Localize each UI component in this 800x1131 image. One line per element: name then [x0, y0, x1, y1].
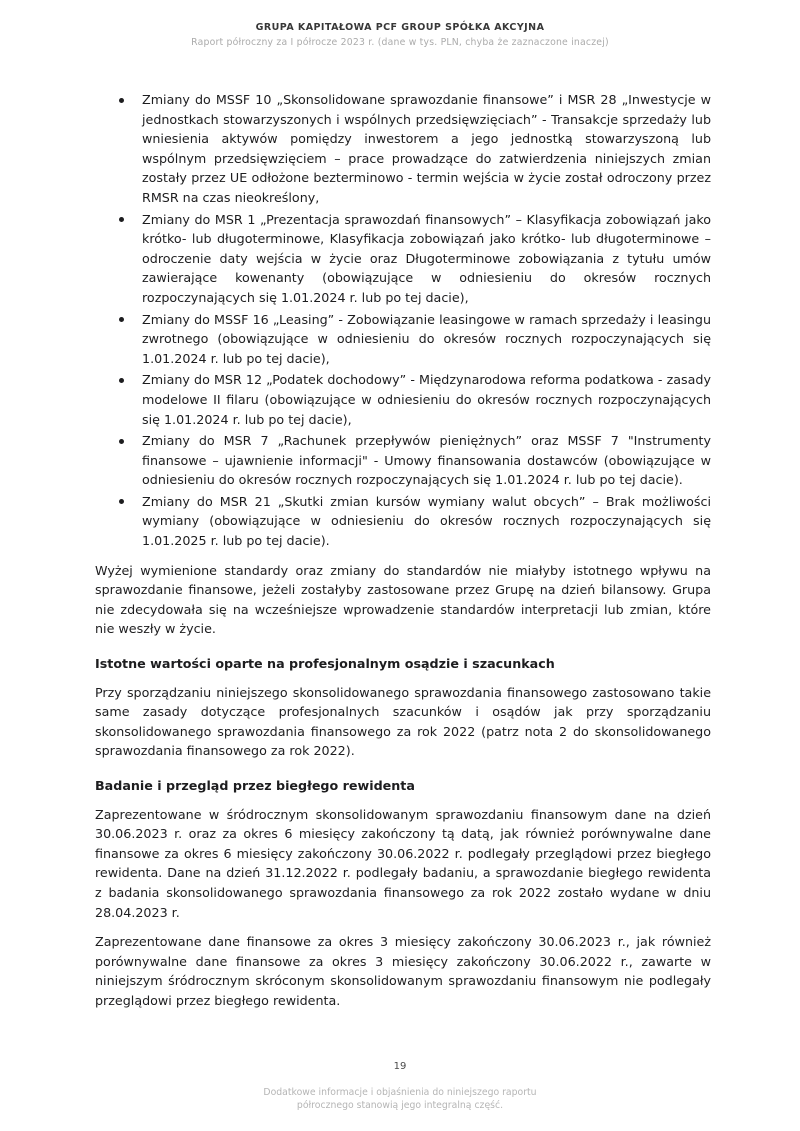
list-item-text: Zmiany do MSSF 10 „Skonsolidowane sprawozdanie finansowe” i MSR 28 „Inwestycje w jednostkach stowarzyszonych i wspólnych przedsięwzięciach” - Transakcje sprzedaży lub wniesienia aktywów pomiędzy inwestorem a jego jednostką stowarzyszoną lub wspólnym przedsięwzięciem – prace prowadzące do zatwierdzenia niniejszych zmian zostały przez UE odłożone bezterminowo - termin wejścia w życie został odroczony przez RMSR na czas nieokreślony, — [142, 92, 711, 205]
paragraph-estimates: Przy sporządzaniu niniejszego skonsolidowanego sprawozdania finansowego zastosowano takie same zasady dotyczące profesjonalnych szacunków i osądów jak przy sporządzaniu skonsolidowanego sprawozdania finansowego za rok 2022 (patrz nota 2 do skonsolidowanego sprawozdania finansowego za rok 2022). — [95, 684, 711, 759]
page-footer — [0, 1061, 800, 1112]
section-heading-estimates: Istotne wartości oparte na profesjonalnym osądzie i szacunkach — [95, 656, 555, 672]
paragraph-audit-1: Zaprezentowane w śródrocznym skonsolidowanym sprawozdaniu finansowym dane na dzień 30.06.2023 r. oraz za okres 6 miesięcy zakończony tą datą, jak również porównywalne dane finansowe za okres 6 miesięcy zakończony 30.06.2022 r. podlegały przeglądowi przez biegłego rewidenta. Dane na dzień 31.12.2022 r. podlegały badaniu, a sprawozdanie biegłego rewidenta z badania skonsolidowanego sprawozdania finansowego za rok 2022 zostało wydane w dniu 28.04.2023 r. — [95, 806, 711, 920]
list-item-text: Zmiany do MSR 21 „Skutki zmian kursów wymiany walut obcych” – Brak możliwości wymiany (obowiązujące w odniesieniu do okresów rocznych rozpoczynających się 1.01.2025 r. lub po tej dacie). — [142, 493, 711, 549]
list-item-text: Zmiany do MSR 7 „Rachunek przepływów pieniężnych” oraz MSSF 7 "Instrumenty finansowe – ujawnienie informacji" - Umowy finansowania dostawców (obowiązujące w odniesieniu do okresów rocznych rozpoczynających się 1.01.2024 r. lub po tej dacie). — [142, 433, 711, 488]
list-item — [95, 310, 711, 369]
list-item-text: Zmiany do MSSF 16 „Leasing” - Zobowiązanie leasingowe w ramach sprzedaży i leasingu zwrotnego (obowiązujące w odniesieniu do okresów rocznych rozpoczynających się 1.01.2024 r. lub po tej dacie), — [142, 311, 711, 366]
footer-note: Dodatkowe informacje i objaśnienia do niniejszego raportu półrocznego stanowią jego integralną część. — [263, 1087, 537, 1111]
list-item — [95, 431, 711, 490]
list-item-text: Zmiany do MSR 1 „Prezentacja sprawozdań finansowych” – Klasyfikacja zobowiązań jako krótko- lub długoterminowe, Klasyfikacja zobowiązań jako krótko- lub długoterminowe – odroczenie daty wejścia w życie oraz Długoterminowe zobowiązania z tytułu umów zawierające kowenanty (obowiązujące w odniesieniu do okresów rocznych rozpoczynających się 1.01.2024 r. lub po tej dacie), — [142, 211, 711, 305]
paragraph-audit-2: Zaprezentowane dane finansowe za okres 3 miesięcy zakończony 30.06.2023 r., jak również porównywalne dane finansowe za okres 3 miesięcy zakończony 30.06.2022 r., zawarte w niniejszym śródrocznym skróconym skonsolidowanym sprawozdaniu finansowym nie podlegały przeglądowi przez biegłego rewidenta. — [95, 934, 711, 1008]
list-item — [95, 370, 711, 429]
page-content — [95, 90, 711, 1011]
report-subtitle: Raport półroczny za I półrocze 2023 r. (dane w tys. PLN, chyba że zaznaczone inaczej) — [191, 37, 609, 48]
paragraph-standards-impact: Wyżej wymienione standardy oraz zmiany do standardów nie miałyby istotnego wpływu na sprawozdanie finansowe, jeżeli zostałyby zastosowane przez Grupę na dzień bilansowy. Grupa nie zdecydowała się na wcześniejsze wprowadzenie standardów interpretacji lub zmian, które nie weszły w życie. — [95, 562, 711, 637]
company-name: GRUPA KAPITAŁOWA PCF GROUP SPÓŁKA AKCYJNA — [255, 22, 545, 33]
list-item — [95, 90, 711, 208]
page-number: 19 — [393, 1061, 407, 1072]
standards-changes-list — [95, 90, 711, 551]
section-heading-audit: Badanie i przegląd przez biegłego rewidenta — [95, 778, 415, 793]
list-item — [95, 210, 711, 308]
list-item — [95, 492, 711, 551]
list-item-text: Zmiany do MSR 12 „Podatek dochodowy” - Międzynarodowa reforma podatkowa - zasady modelowe II filaru (obowiązujące w odniesieniu do okresów rocznych rozpoczynających się 1.01.2024 r. lub po tej dacie), — [142, 372, 711, 427]
page-header — [0, 0, 800, 48]
